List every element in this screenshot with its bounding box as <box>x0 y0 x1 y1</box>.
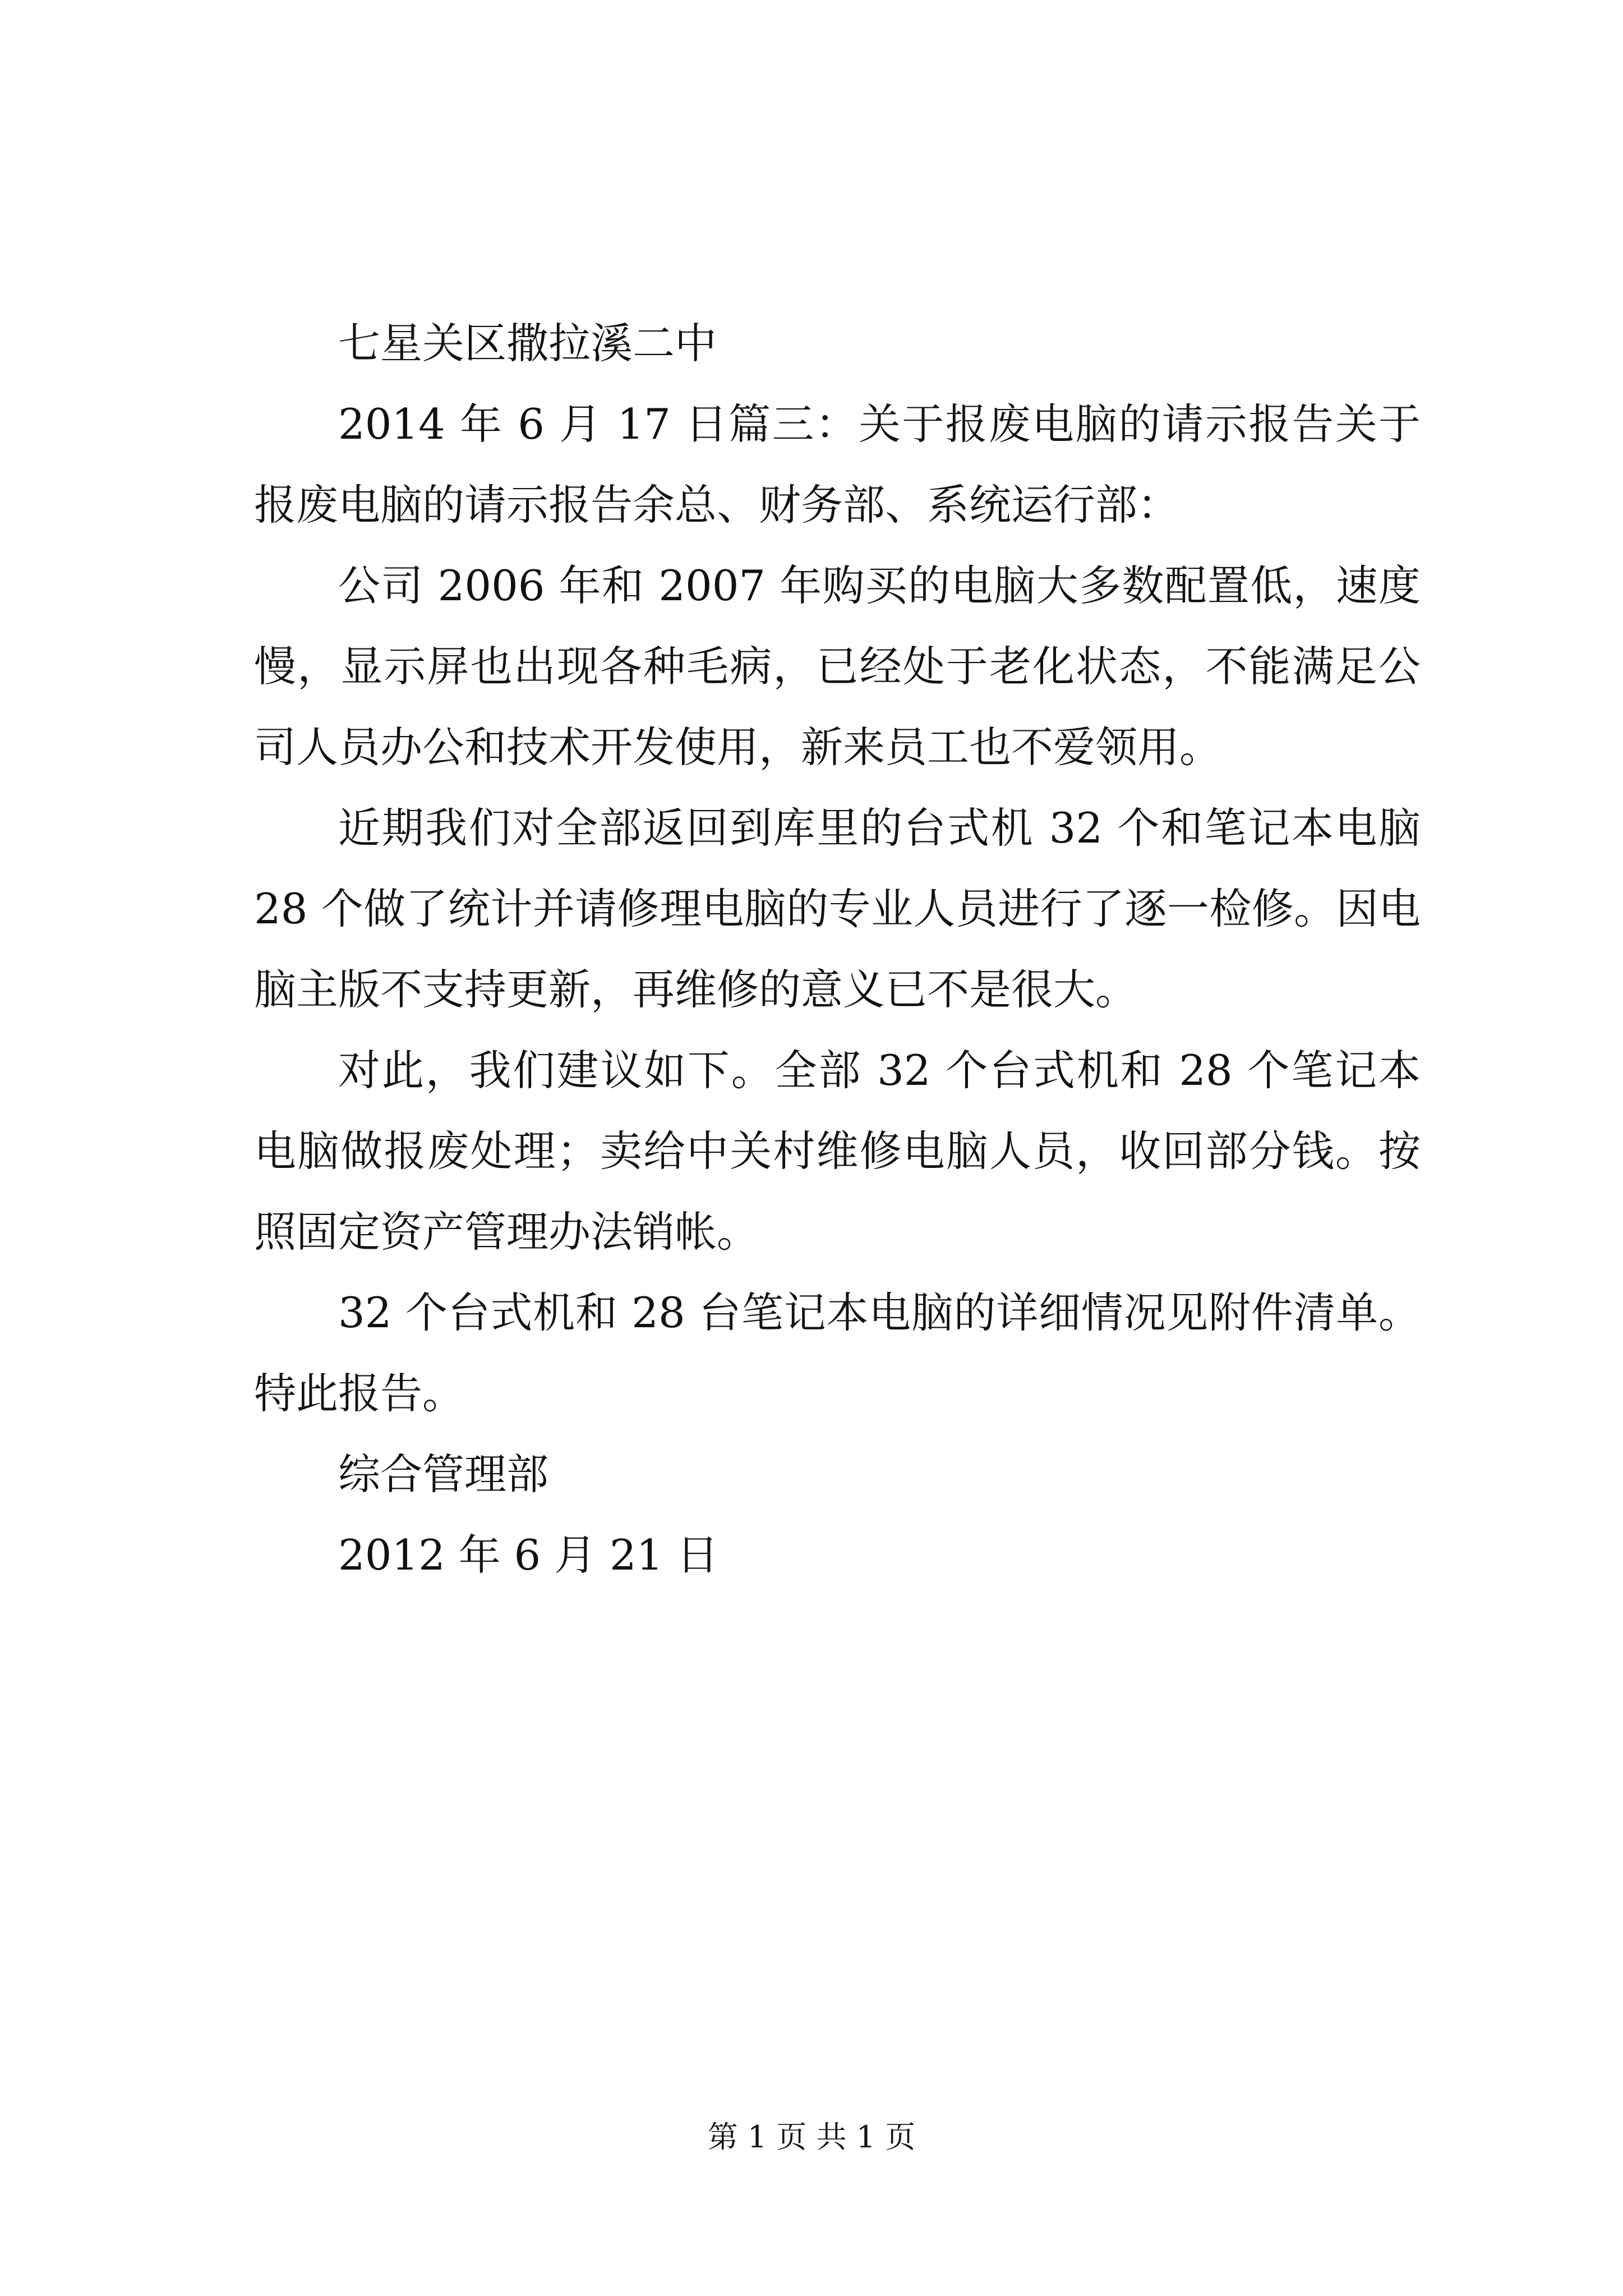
school-name-line: 七星关区撒拉溪二中 <box>338 319 717 368</box>
signature-department: 综合管理部 <box>338 1450 549 1499</box>
page-number-footer: 第 1 页 共 1 页 <box>707 2119 916 2155</box>
paragraph-attachment-note: 32 个台式机和 28 台笔记本电脑的详细情况见附件清单。特此报告。 <box>254 1288 1421 1418</box>
paragraph-background: 公司 2006 年和 2007 年购买的电脑大多数配置低，速度慢，显示屏也出现各种毛病，已经处于老化状态，不能满足公司人员办公和技术开发使用，新来员工也不爱领用。 <box>254 561 1421 772</box>
paragraph-recommendation: 对此，我们建议如下。全部 32 个台式机和 28 个笔记本电脑做报废处理；卖给中关村维修电脑人员，收回部分钱。按照固定资产管理办法销帐。 <box>254 1046 1421 1257</box>
paragraph-inspection: 近期我们对全部返回到库里的台式机 32 个和笔记本电脑 28 个做了统计并请修理电脑的专业人员进行了逐一检修。因电脑主版不支持更新，再维修的意义已不是很大。 <box>254 803 1421 1014</box>
document-body <box>254 303 1421 1595</box>
date-and-report-title: 2014 年 6 月 17 日篇三：关于报废电脑的请示报告关于报废电脑的请示报告余总、财务部、系统运行部： <box>254 399 1421 530</box>
signature-date: 2012 年 6 月 21 日 <box>338 1530 719 1580</box>
